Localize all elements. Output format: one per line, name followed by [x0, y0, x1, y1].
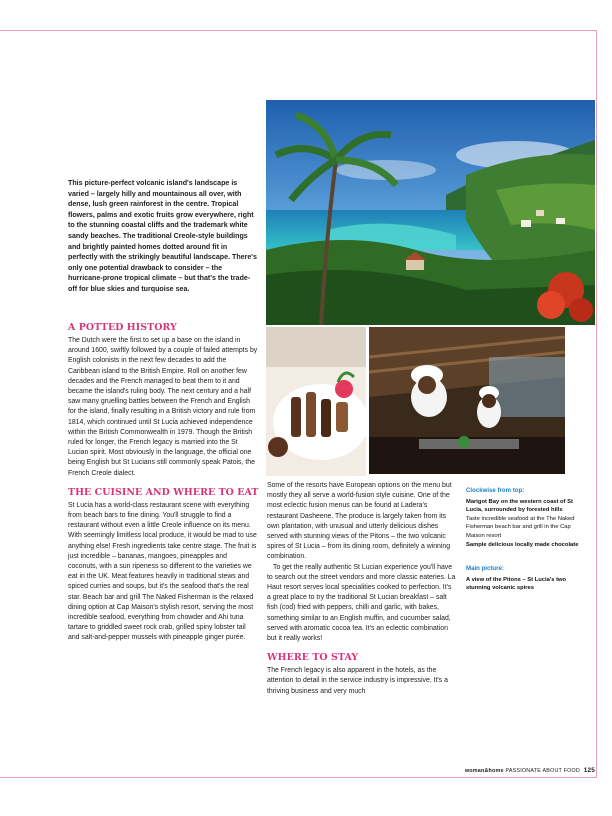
photo-chef-grilling	[369, 327, 565, 474]
history-body: The Dutch were the first to set up a base on the island in around 1600, swiftly followed by a couple of failed attempts by English colonists in the next few decades to add the Caribbean island to the British Empire. Roll on another few decades and the French managed to beat them to it and became the island's ruling body. The next century and a half saw many gruelling battles between the French and English for the island, finally resulting in a British victory and rule from 1814, which continued until St Lucia achieved independence within the British Commonwealth in 1979. Though the British ruled for longer, the French legacy is married into the St Lucian spirit. Most obviously in the language, the official one being English but St Lucians still commonly speak Patois, the French Creole dialect.	[68, 337, 258, 477]
cuisine-body-1: St Lucia has a world-class restaurant scene with everything from beach bars to fine dining. You'll struggle to find a restaurant without even a little Creole influence on its menu. With seemingly limitless local produce, it would be mad to use anything else! Fresh ingredients take centre stage. The fruit is just incredible – bananas, mangoes, pineapples and coconuts, with a sun ripeness so different to the varieties we eat in the UK. Meat features heavily in traditional stews and spiced curries and soups, but it's the seafood that's the real star. Beach bar and grill The Naked Fisherman is the relaxed dining option at Cap Maison's stylish resort, serving the most incredible seafood, everything from chowder and Ahi tuna tartare to griddled sweet rock crab, grilled spiny lobster tail and salt-and-pepper mussels with pineapple ginger purée.	[68, 501, 257, 642]
page-folio	[453, 767, 595, 774]
caption-item: Taste incredible seafood at the The Naked Fisherman beach bar and grill in the Cap Maison resort	[466, 515, 575, 539]
caption-main-text: A view of the Pitons – St Lucia's two stunning volcanic spires	[466, 576, 567, 592]
trim-line-top	[0, 30, 596, 31]
cuisine-body-3: To get the really authentic St Lucian experience you'll have to search out the street vendors and more classic eateries. La Haut resort serves local specialities cooked to perfection. It's a great place to try the traditional St Lucian breakfast – salt fish (cod) fried with peppers, chilli and garlic, with bakes, something similar to an English muffin, and cucumber salad, served with aromatic cocoa tea. It's an eclectic combination but it really works!	[267, 563, 456, 643]
trim-line-right	[596, 30, 597, 778]
cuisine-body-2: Some of the resorts have European options on the menu but mostly they all serve a world-fusion style cuisine. One of the most eclectic fusion menus can be found at Ladera's restaurant Dasheene. The produce is largely taken from its own plantation, with unusual and utterly delicious dishes served with stunning views of the Pitons – the two volcanic spires of St Lucia – from its dining room, definitely a winning combination.	[267, 482, 452, 561]
magazine-tagline: PASSIONATE ABOUT FOOD	[505, 768, 581, 774]
caption-item: Marigot Bay on the western coast of St Lucia, surrounded by forested hills	[466, 498, 573, 514]
cuisine-heading: THE CUISINE AND WHERE TO EAT	[68, 486, 259, 498]
main-photo-marigot-bay	[266, 100, 595, 325]
caption-clockwise-heading: Clockwise from top:	[466, 487, 525, 494]
photo-chocolate	[266, 327, 366, 476]
intro-paragraph: This picture-perfect volcanic island's landscape is varied – largely hilly and mountainous all over, with dense, lush green rainforest in the centre. Tropical flowers, palms and exotic fruits grow everywhere, right to the stunning coastal cliffs and the trademark white sandy beaches. The traditional Creole-style buildings and brightly painted homes dotted around fit in perfectly with the strikingly beautiful landscape. There's only one potential drawback to consider – the hurricane-prone tropical climate – but that's the trade-off for blue skies and turquoise sea.	[68, 179, 257, 293]
middle-column	[267, 481, 457, 697]
left-column	[68, 322, 258, 644]
history-heading: A POTTED HISTORY	[68, 322, 177, 333]
caption-main-heading: Main picture:	[466, 565, 504, 573]
trim-line-bottom	[0, 777, 596, 778]
caption-item: Sample delicious locally made chocolate	[466, 541, 579, 548]
stay-heading: WHERE TO STAY	[267, 652, 359, 664]
magazine-brand: woman&home	[464, 768, 504, 774]
photo-captions	[466, 487, 584, 593]
stay-body: The French legacy is also apparent in the hotels, as the attention to detail in the service industry is impressive. It's a thriving business and very much	[267, 667, 448, 695]
page-number: 125	[583, 767, 595, 774]
